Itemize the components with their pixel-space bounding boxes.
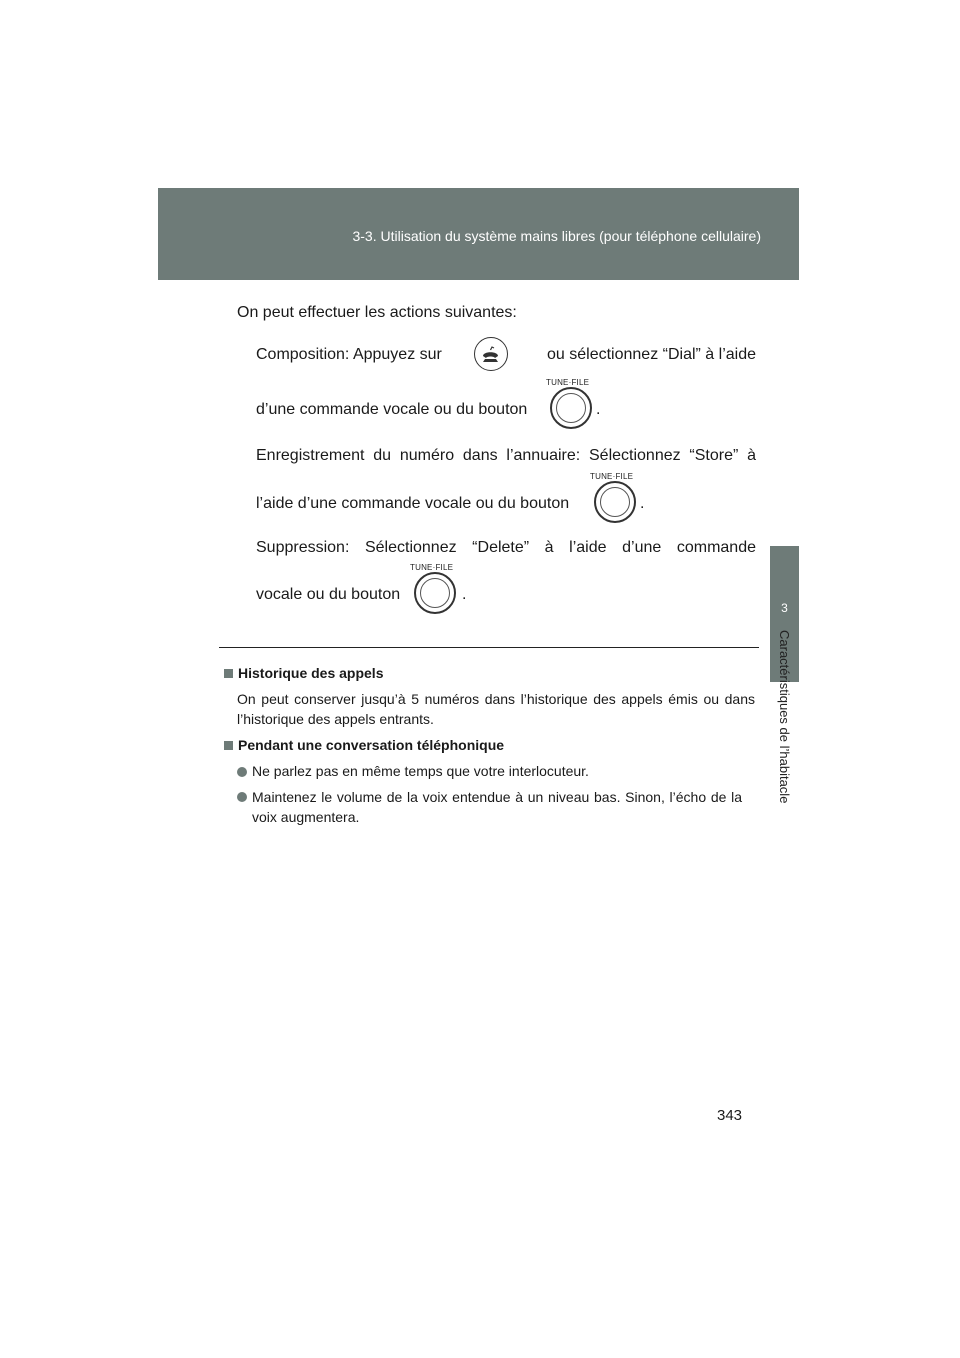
store-item xyxy=(256,446,756,546)
composition-text-c: d’une commande vocale ou du bouton xyxy=(256,401,528,418)
composition-line2 xyxy=(256,378,756,420)
round-bullet-icon xyxy=(237,767,247,777)
tune-file-knob-icon xyxy=(410,563,458,616)
bullet2-text: Maintenez le volume de la voix entendue à un niveau bas. Sinon, l’écho de la voix augmentera. xyxy=(252,789,742,825)
store-line2 xyxy=(256,472,756,514)
history-title: Historique des appels xyxy=(238,665,384,681)
bullet-item xyxy=(237,787,755,827)
knob-label: TUNE·FILE xyxy=(410,563,454,572)
delete-text: vocale ou du bouton xyxy=(256,586,401,603)
composition-item xyxy=(256,345,756,445)
composition-text-end: . xyxy=(596,401,601,418)
tune-file-knob-icon xyxy=(590,472,638,525)
store-line1: Enregistrement du numéro dans l’annuaire: Sélectionnez “Store” à xyxy=(256,447,756,464)
delete-line1: Suppression: Sélectionnez “Delete” à l’aide d’une commande xyxy=(256,539,756,556)
intro-text: On peut effectuer les actions suivantes: xyxy=(237,304,517,321)
composition-text-a: Composition: Appuyez sur xyxy=(256,346,442,363)
bullet-item xyxy=(237,761,755,781)
section-divider xyxy=(219,647,759,648)
chapter-label: Caractéristiques de l’habitacle xyxy=(777,630,792,804)
page-number: 343 xyxy=(717,1107,743,1124)
square-bullet-icon xyxy=(224,669,233,678)
history-heading xyxy=(224,665,383,681)
store-text-end: . xyxy=(640,495,645,512)
delete-line2 xyxy=(256,563,756,605)
knob-label: TUNE·FILE xyxy=(546,378,590,387)
chapter-number: 3 xyxy=(781,601,788,615)
conversation-heading xyxy=(224,737,504,753)
conversation-title: Pendant une conversation téléphonique xyxy=(238,737,505,753)
composition-line1 xyxy=(256,345,756,365)
chapter-label-container xyxy=(770,630,799,840)
delete-text-end: . xyxy=(462,586,467,603)
composition-text-b: ou sélectionnez “Dial” à l’aide xyxy=(547,346,756,363)
delete-item xyxy=(256,538,756,618)
phone-icon xyxy=(474,337,508,371)
square-bullet-icon xyxy=(224,741,233,750)
knob-label: TUNE·FILE xyxy=(590,472,634,481)
tune-file-knob-icon xyxy=(546,378,594,431)
history-text: On peut conserver jusqu’à 5 numéros dans l’historique des appels émis ou dans l’historique des appels entrants. xyxy=(237,691,755,727)
section-title: 3-3. Utilisation du système mains libres (pour téléphone cellulaire) xyxy=(352,228,761,244)
section-header-band xyxy=(158,188,799,280)
store-text: l’aide d’une commande vocale ou du bouton xyxy=(256,495,570,512)
bullet1-text: Ne parlez pas en même temps que votre interlocuteur. xyxy=(252,763,589,779)
round-bullet-icon xyxy=(237,792,247,802)
